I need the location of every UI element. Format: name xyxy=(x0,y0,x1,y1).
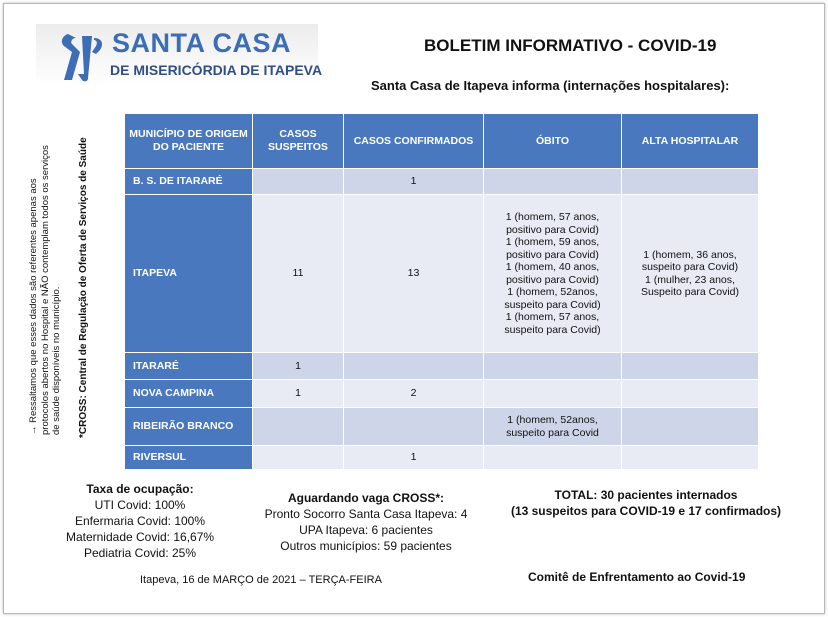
santa-casa-logo xyxy=(36,24,323,86)
confirmados-cell xyxy=(344,353,484,380)
table-row xyxy=(125,380,759,408)
table-row xyxy=(125,169,759,195)
hospitalization-table xyxy=(124,113,759,470)
cross-footnote: *CROSS: Central de Regulação de Oferta de Serviços de Saúde xyxy=(78,137,89,438)
occupancy-rates xyxy=(50,481,230,561)
obito-cell xyxy=(484,169,622,195)
alta-cell: 1 (homem, 36 anos, suspeito para Covid) 1 (mulher, 23 anos, Suspeito para Covid) xyxy=(622,195,759,353)
header-alta: ALTA HOSPITALAR xyxy=(622,114,759,169)
alta-cell xyxy=(622,380,759,408)
occupancy-line: Pediatria Covid: 25% xyxy=(83,546,197,560)
table-row xyxy=(125,408,759,446)
total-breakdown: (13 suspeitos para COVID-19 e 17 confirmados) xyxy=(510,504,782,518)
suspeitos-cell xyxy=(253,408,344,446)
occupancy-line: Enfermaria Covid: 100% xyxy=(74,514,206,528)
municipio-cell: ITAPEVA xyxy=(125,195,253,353)
waiting-heading: Aguardando vaga CROSS*: xyxy=(287,491,445,505)
obito-cell xyxy=(484,446,622,470)
side-note: → Ressaltamos que esses dados são referentes apenas aos protocolos abertos no Hospital e NÃO contemplam todos os serviços de saúde disponíveis no município. xyxy=(28,145,62,435)
occupancy-line: Maternidade Covid: 16,67% xyxy=(65,530,215,544)
header-confirmados: CASOS CONFIRMADOS xyxy=(344,114,484,169)
bulletin-subtitle: Santa Casa de Itapeva informa (internações hospitalares): xyxy=(371,78,730,93)
header-municipio: MUNICÍPIO DE ORIGEM DO PACIENTE xyxy=(125,114,253,169)
municipio-cell: RIBEIRÃO BRANCO xyxy=(125,408,253,446)
municipio-cell: ITARARÉ xyxy=(125,353,253,380)
total-line: TOTAL: 30 pacientes internados xyxy=(554,488,738,502)
waiting-line: Pronto Socorro Santa Casa Itapeva: 4 xyxy=(264,507,468,521)
confirmados-cell: 2 xyxy=(344,380,484,408)
total-summary xyxy=(496,487,796,519)
header-obito: ÓBITO xyxy=(484,114,622,169)
obito-cell xyxy=(484,353,622,380)
table-row xyxy=(125,446,759,470)
obito-cell: 1 (homem, 52anos, suspeito para Covid xyxy=(484,408,622,446)
suspeitos-cell: 1 xyxy=(253,353,344,380)
municipio-cell: NOVA CAMPINA xyxy=(125,380,253,408)
bulletin-date: Itapeva, 16 de MARÇO de 2021 – TERÇA-FEIRA xyxy=(140,574,382,586)
confirmados-cell xyxy=(344,408,484,446)
alta-cell xyxy=(622,408,759,446)
suspeitos-cell: 11 xyxy=(253,195,344,353)
table-row xyxy=(125,195,759,353)
municipio-cell: RIVERSUL xyxy=(125,446,253,470)
suspeitos-cell xyxy=(253,169,344,195)
alta-cell xyxy=(622,169,759,195)
obito-cell xyxy=(484,380,622,408)
obito-cell: 1 (homem, 57 anos, positivo para Covid) 1 (homem, 59 anos, positivo para Covid) 1 (homem, 40 anos, positivo para Covid) 1 (homem, 52anos, suspeito para Covid) 1 (homem, 57 anos, suspeito para Covid) xyxy=(484,195,622,353)
confirmados-cell: 13 xyxy=(344,195,484,353)
committee-signature: Comitê de Enfrentamento ao Covid-19 xyxy=(528,570,746,584)
suspeitos-cell xyxy=(253,446,344,470)
waiting-line: UPA Itapeva: 6 pacientes xyxy=(299,523,433,537)
alta-cell xyxy=(622,446,759,470)
bulletin-title: BOLETIM INFORMATIVO - COVID-19 xyxy=(424,36,717,55)
suspeitos-cell: 1 xyxy=(253,380,344,408)
alta-cell xyxy=(622,353,759,380)
logo-emblem-icon xyxy=(58,28,108,84)
logo-subtitle: DE MISERICÓRDIA DE ITAPEVA xyxy=(110,62,323,78)
municipio-cell: B. S. DE ITARARÉ xyxy=(125,169,253,195)
occupancy-line: UTI Covid: 100% xyxy=(94,498,186,512)
confirmados-cell: 1 xyxy=(344,446,484,470)
logo-name: SANTA CASA xyxy=(112,28,291,58)
table-header-row xyxy=(125,114,759,169)
header-suspeitos: CASOS SUSPEITOS xyxy=(253,114,344,169)
occupancy-heading: Taxa de ocupação: xyxy=(86,482,194,496)
table-row xyxy=(125,353,759,380)
confirmados-cell: 1 xyxy=(344,169,484,195)
waiting-line: Outros municípios: 59 pacientes xyxy=(280,539,452,553)
waiting-cross xyxy=(256,490,476,554)
